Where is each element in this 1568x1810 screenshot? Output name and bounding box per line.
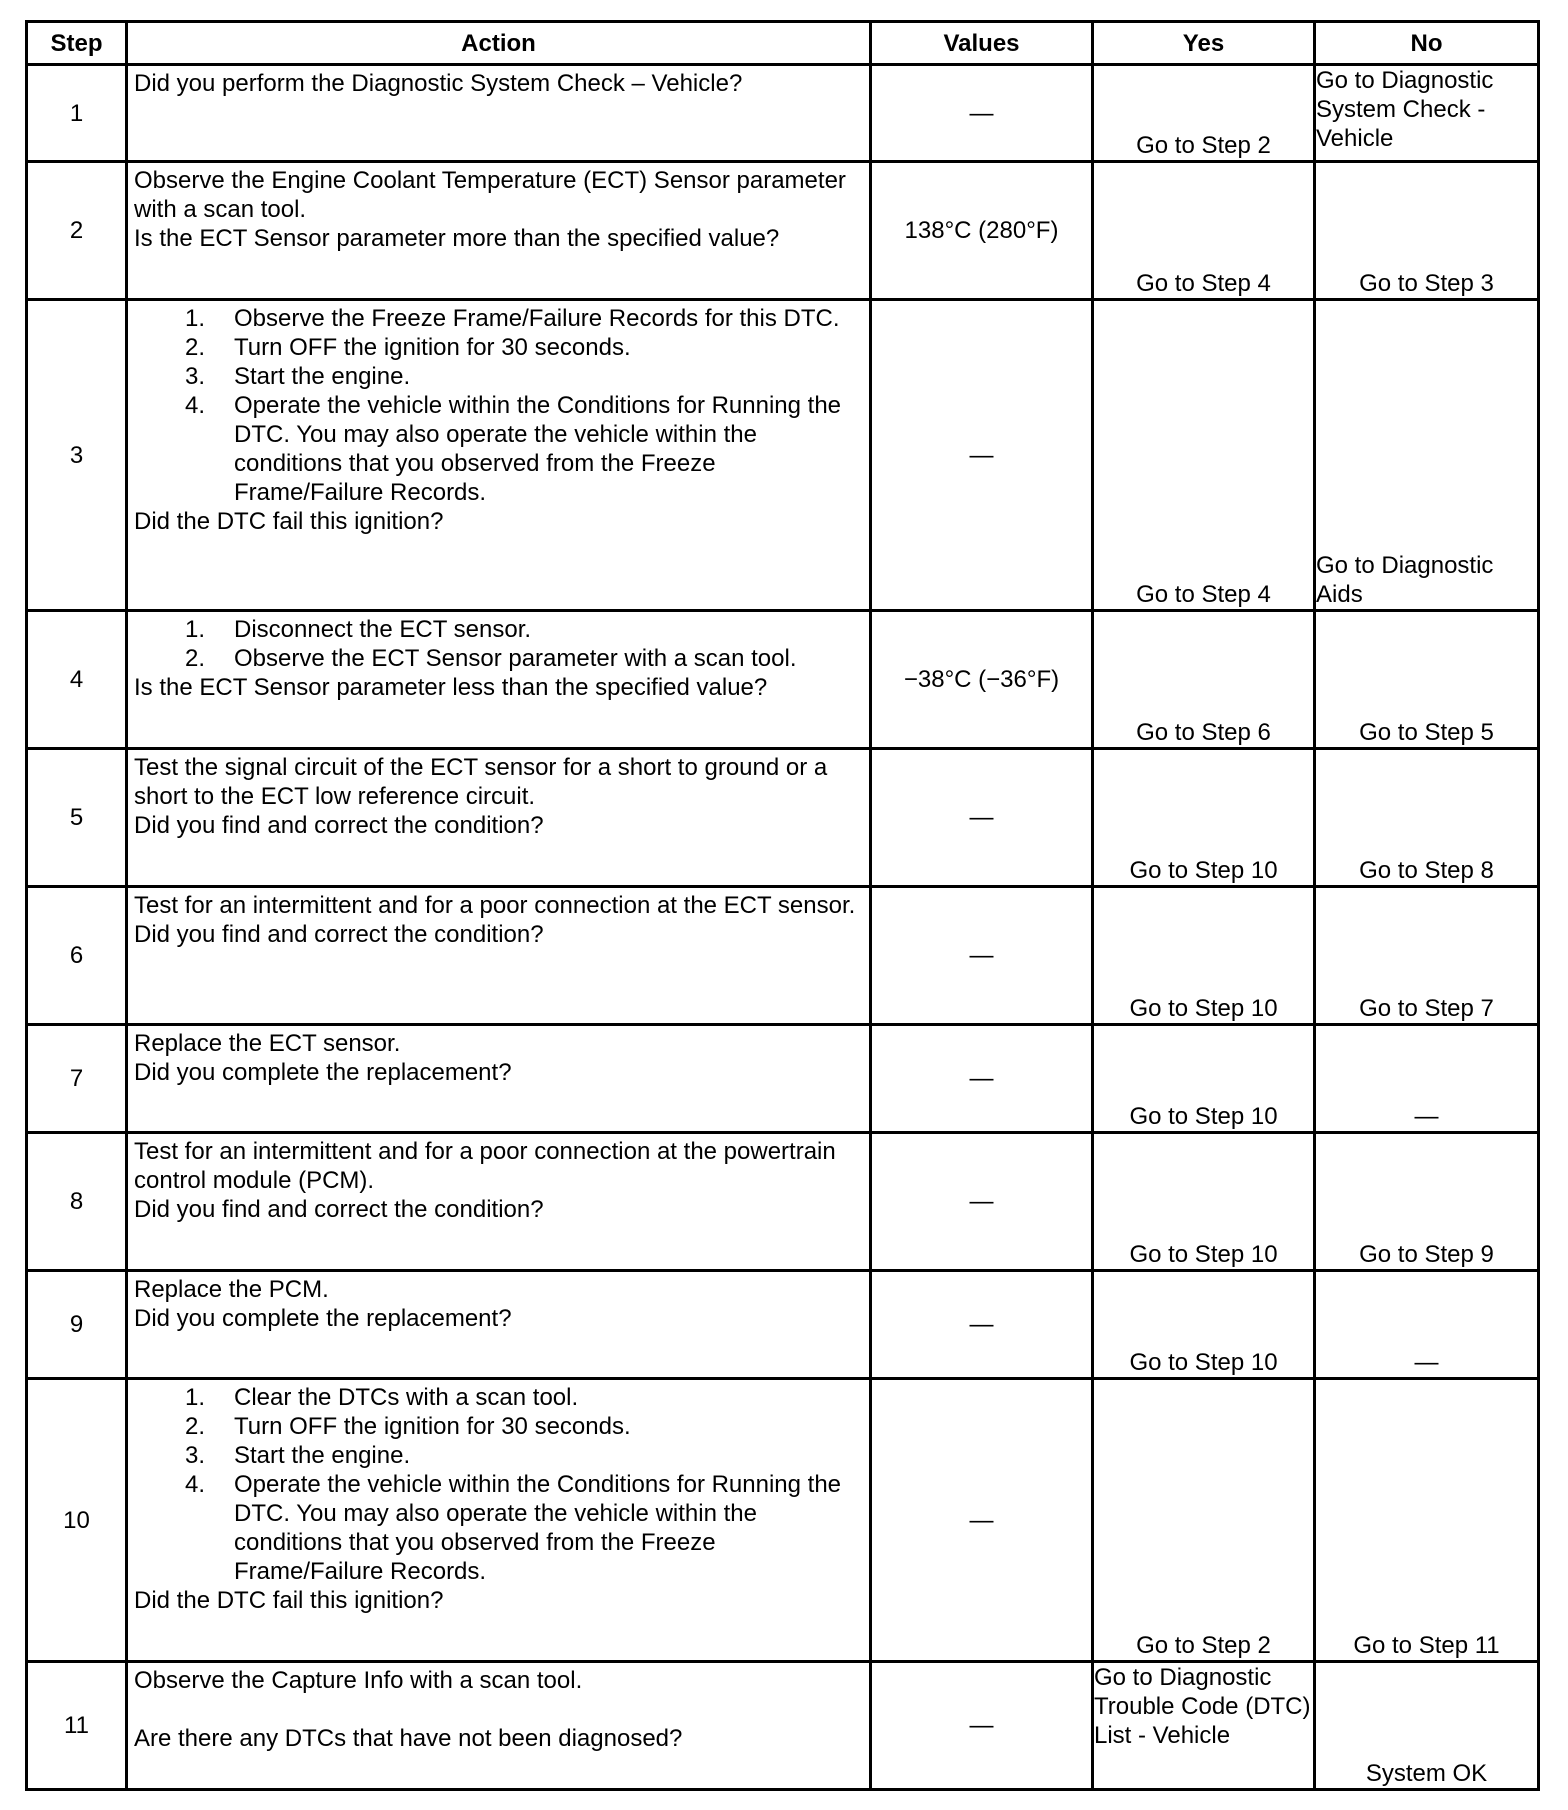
table-row [27,887,1539,1025]
diagnostic-table [25,20,1540,1791]
header-yes: Yes [1093,22,1315,65]
action-cell [127,1133,871,1271]
step-number: 6 [27,887,127,1025]
action-question: Did you complete the replacement? [134,1059,512,1086]
no-cell: Go to Step 5 [1315,611,1539,749]
action-cell [127,1662,871,1790]
header-no: No [1315,22,1539,65]
list-item: Operate the vehicle within the Conditions for Running the DTC. You may also operate the vehicle within the conditions that you observed from the Freeze Frame/Failure Records. [234,1471,842,1585]
action-question: Did you find and correct the condition? [134,812,544,839]
action-steps-list [134,304,863,507]
header-step: Step [27,22,127,65]
no-cell: — [1315,1271,1539,1379]
action-cell [127,162,871,300]
list-item: Observe the ECT Sensor parameter with a scan tool. [234,645,797,672]
action-question: Did you find and correct the condition? [134,921,544,948]
list-item: Disconnect the ECT sensor. [234,616,532,643]
table-row [27,1025,1539,1133]
step-number: 5 [27,749,127,887]
table-row [27,300,1539,611]
no-cell: Go to Diagnostic System Check - Vehicle [1315,65,1539,162]
action-question: Are there any DTCs that have not been diagnosed? [134,1725,683,1752]
action-cell [127,300,871,611]
yes-cell: Go to Step 2 [1093,65,1315,162]
yes-cell: Go to Step 10 [1093,1271,1315,1379]
action-text: Observe the Capture Info with a scan tool. [134,1667,583,1694]
table-row [27,611,1539,749]
list-item: Observe the Freeze Frame/Failure Records for this DTC. [234,305,840,332]
value-cell: −38°C (−36°F) [871,611,1093,749]
value-cell: — [871,1025,1093,1133]
action-question: Is the ECT Sensor parameter more than the specified value? [134,225,780,252]
step-number: 7 [27,1025,127,1133]
header-action: Action [127,22,871,65]
action-cell [127,611,871,749]
action-cell [127,1379,871,1662]
list-item: Operate the vehicle within the Conditions for Running the DTC. You may also operate the vehicle within the conditions that you observed from the Freeze Frame/Failure Records. [234,392,842,506]
no-cell: Go to Step 7 [1315,887,1539,1025]
step-number: 9 [27,1271,127,1379]
yes-cell: Go to Step 10 [1093,1133,1315,1271]
yes-cell: Go to Step 2 [1093,1379,1315,1662]
step-number: 11 [27,1662,127,1790]
value-cell: — [871,1662,1093,1790]
action-text: Test the signal circuit of the ECT sensor for a short to ground or a short to the ECT low reference circuit. [134,754,828,810]
table-row [27,1271,1539,1379]
value-cell: 138°C (280°F) [871,162,1093,300]
no-cell: — [1315,1025,1539,1133]
action-cell [127,1025,871,1133]
action-text: Did you perform the Diagnostic System Check – Vehicle? [134,70,743,97]
no-cell: Go to Step 8 [1315,749,1539,887]
action-cell [127,887,871,1025]
value-cell: — [871,1271,1093,1379]
value-cell: — [871,1133,1093,1271]
yes-cell: Go to Step 10 [1093,1025,1315,1133]
table-row [27,1379,1539,1662]
action-question: Did the DTC fail this ignition? [134,1587,444,1614]
action-cell [127,65,871,162]
action-question: Did you complete the replacement? [134,1305,512,1332]
table-row [27,749,1539,887]
list-item: Clear the DTCs with a scan tool. [234,1384,579,1411]
yes-cell: Go to Diagnostic Trouble Code (DTC) List - Vehicle [1093,1662,1315,1790]
list-item: Turn OFF the ignition for 30 seconds. [234,334,631,361]
value-cell: — [871,749,1093,887]
action-question: Did you find and correct the condition? [134,1196,544,1223]
action-question: Is the ECT Sensor parameter less than the specified value? [134,674,768,701]
table-row [27,1133,1539,1271]
action-steps-list [134,615,863,673]
step-number: 10 [27,1379,127,1662]
table-row [27,1662,1539,1790]
action-text: Test for an intermittent and for a poor connection at the powertrain control module (PCM). [134,1138,836,1194]
no-cell: System OK [1315,1662,1539,1790]
step-number: 3 [27,300,127,611]
header-values: Values [871,22,1093,65]
list-item: Start the engine. [234,363,411,390]
yes-cell: Go to Step 4 [1093,300,1315,611]
action-text: Observe the Engine Coolant Temperature (ECT) Sensor parameter with a scan tool. [134,167,846,223]
list-item: Turn OFF the ignition for 30 seconds. [234,1413,631,1440]
step-number: 8 [27,1133,127,1271]
value-cell: — [871,887,1093,1025]
step-number: 4 [27,611,127,749]
yes-cell: Go to Step 4 [1093,162,1315,300]
no-cell: Go to Diagnostic Aids [1315,300,1539,611]
action-text: Test for an intermittent and for a poor connection at the ECT sensor. [134,892,856,919]
no-cell: Go to Step 9 [1315,1133,1539,1271]
action-cell [127,1271,871,1379]
action-text: Replace the PCM. [134,1276,329,1303]
table-row [27,162,1539,300]
action-cell [127,749,871,887]
value-cell: — [871,300,1093,611]
value-cell: — [871,65,1093,162]
header-row [27,22,1539,65]
list-item: Start the engine. [234,1442,411,1469]
no-cell: Go to Step 11 [1315,1379,1539,1662]
no-cell: Go to Step 3 [1315,162,1539,300]
value-cell: — [871,1379,1093,1662]
table-row [27,65,1539,162]
step-number: 2 [27,162,127,300]
yes-cell: Go to Step 6 [1093,611,1315,749]
yes-cell: Go to Step 10 [1093,749,1315,887]
action-text: Replace the ECT sensor. [134,1030,401,1057]
step-number: 1 [27,65,127,162]
yes-cell: Go to Step 10 [1093,887,1315,1025]
action-question: Did the DTC fail this ignition? [134,508,444,535]
action-steps-list [134,1383,863,1586]
